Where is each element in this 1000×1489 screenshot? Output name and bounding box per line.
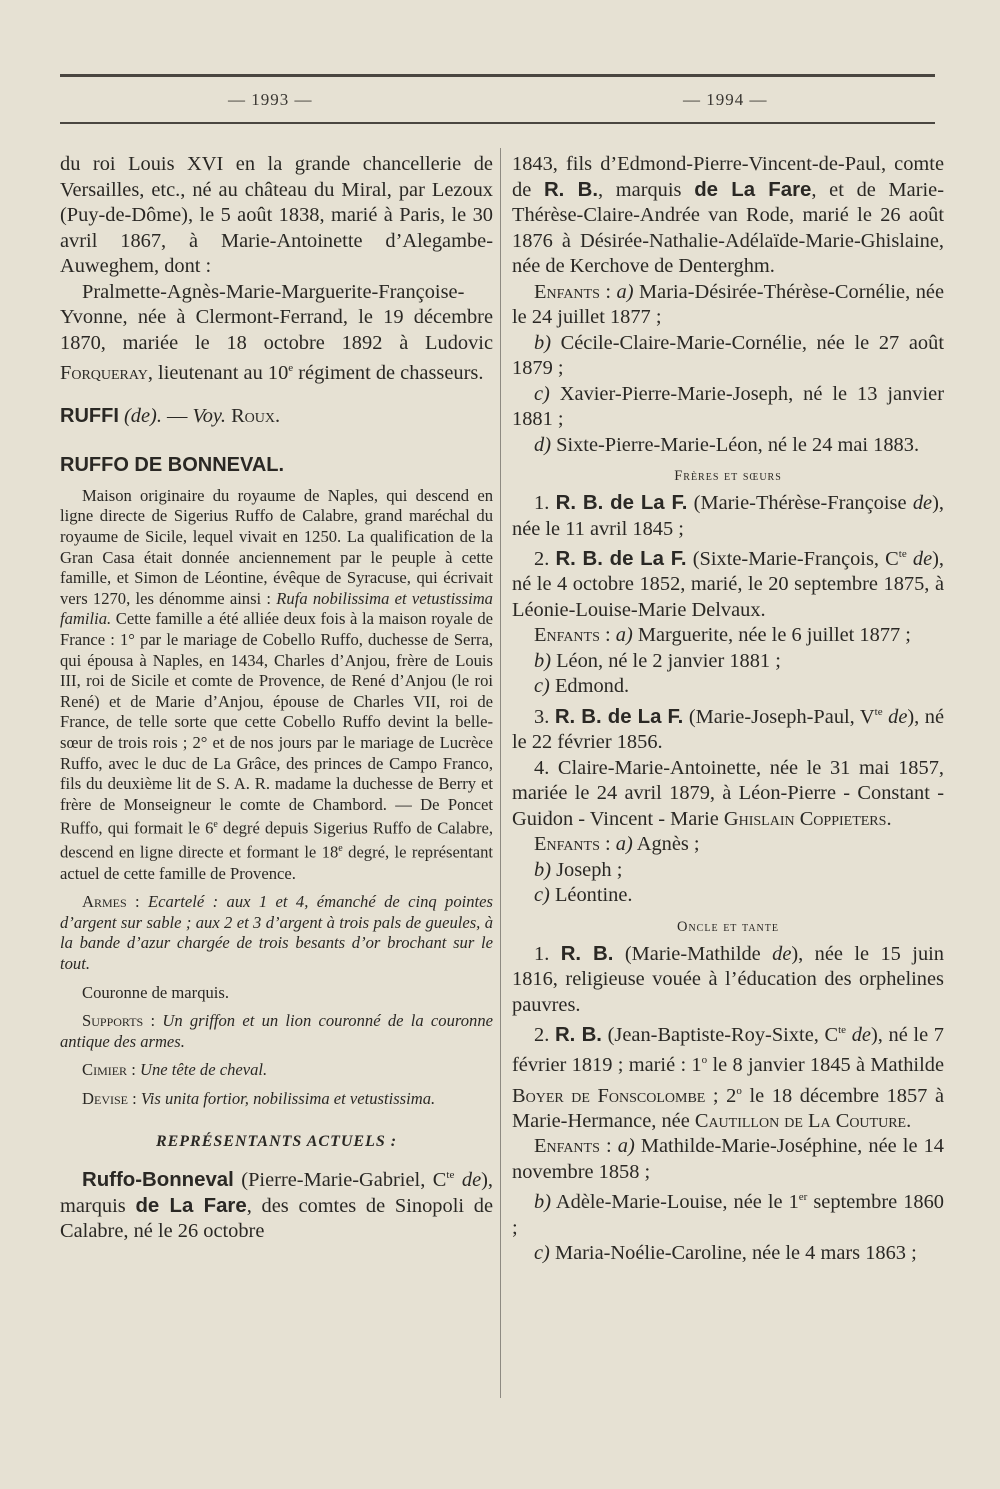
freres-title: Frères et sœurs [674,468,782,484]
cimier: Cimier : Une tête de cheval. [82,1060,268,1080]
oncle-title: Oncle et tante [676,918,779,935]
oncle-2-enfant-c: c) Maria-Noélie-Caroline, née le 4 mars 1863 ; [534,1242,917,1265]
soeur-4-enfant-b: b) Joseph ; [534,858,623,881]
armes: Armes : Ecartelé : aux 1 et 4, émanché de cinq pointes d’argent sur sable ; aux 2 et 3 d’argent à trois pals de gueules, à la bande d’azur chargée de trois besants d’or brochant sur le tout. [60,892,493,973]
frere-1: 1. R. B. de La F. (Marie-Thérèse-Françoise de), née le 11 avril 1845 ; [512,492,944,540]
header-rule-top [60,74,935,77]
enfant-b: b) Cécile-Claire-Marie-Cornélie, née le 27 août 1879 ; [512,331,944,379]
ruffi-entry: RUFFI (de). — Voy. Roux. [60,405,281,428]
frere-2-enfant-b: b) Léon, né le 2 janvier 1881 ; [534,649,781,672]
oncle-2: 2. R. B. (Jean-Baptiste-Roy-Sixte, $C^{te}$ de), né le 7 février 1819 ; marié : 1$^o$ le 8 janvier 1845 à Mathilde Boyer de Fonscolombe ; 2$^o$ le 18 décembre 1857 à Marie-Hermance, née Cautillon de La Couture. [512,1023,945,1132]
devise: Devise : Vis unita fortior, nobilissima et vetustissima. [82,1088,436,1108]
enfant-d: d) Sixte-Pierre-Marie-Léon, né le 24 mai 1883. [534,433,920,456]
left-column [60,152,493,1245]
couronne: Couronne de marquis. [82,982,230,1002]
frere-2-enfants: Enfants : a) Marguerite, née le 6 juillet 1877 ; [534,624,911,647]
right-column [512,152,944,1267]
entry-continuation: du roi Louis XVI en la grande chancellerie de Versailles, etc., né au château du Miral, par Lezoux (Puy-de-Dôme), le 5 août 1838, marié à Paris, le 30 avril 1867, à Marie-Antoinette d’Alegambe-Auweghem, dont : [60,153,493,277]
page-number-right: — 1994 — [683,90,768,109]
frere-2-enfant-c: c) Edmond. [534,675,630,698]
enfant-c: c) Xavier-Pierre-Marie-Joseph, né le 13 janvier 1881 ; [512,382,944,430]
representants-title: REPRÉSENTANTS ACTUELS : [155,1133,398,1151]
oncle-2-enfant-b: b) Adèle-Marie-Louise, née le 1er septembre 1860 ; [512,1191,944,1239]
soeur-4: 4. Claire-Marie-Antoinette, née le 31 mai 1857, mariée le 24 avril 1879, à Léon-Pierre - Constant - Guidon - Vincent - Marie Ghislain Coppieters. [512,756,944,830]
page-number-left: — 1993 — [228,90,313,109]
soeur-4-enfant-c: c) Léontine. [534,884,633,907]
child-entry: Pralmette-Agnès-Marie-Marguerite-Françoise-Yvonne, née à Clermont-Ferrand, le 19 décembre 1870, mariée le 18 octobre 1892 à Ludovic Forqueray, lieutenant au 10e régiment de chasseurs. [60,280,493,384]
representant-continuation: 1843, fils d’Edmond-Pierre-Vincent-de-Paul, comte de R. B., marquis de La Fare, et de Marie-Thérèse-Claire-Andrée van Rode, marié le 26 août 1876 à Désirée-Nathalie-Adélaïde-Marie-Ghislaine, née de Kerchove de Denterghm. [512,153,944,277]
representant-entry: Ruffo-Bonneval (Pierre-Marie-Gabriel, $C^{te}$ de), marquis de La Fare, des comtes de Sinopoli de Calabre, né le 26 octobre [60,1169,494,1243]
enfants-entry: Enfants : a) Maria-Désirée-Thérèse-Cornélie, née le 24 juillet 1877 ; [512,280,944,328]
oncle-1: 1. R. B. (Marie-Mathilde de), née le 15 juin 1816, religieuse vouée à l’éducation des orphelines pauvres. [512,942,944,1016]
ruffo-heading: RUFFO DE BONNEVAL. [60,453,285,476]
column-divider [500,148,501,1398]
family-history: Maison originaire du royaume de Naples, qui descend en ligne directe de Sigerius Ruffo de Calabre, grand maréchal du royaume de Sicile, lequel vivait en 1250. La qualification de la Gran Casa était donnée anciennement par le peuple à cette famille, et Simon de Léontine, évêque de Syracuse, qui écrivait vers 1270, les dénomme ainsi : Rufa nobilissima et vetustissima familia. Cette famille a été alliée deux fois à la maison royale de France : 1° par le mariage de Cobello Ruffo, duchesse de Serra, qui épousa à Naples, en 1434, Charles d’Anjou, frère de Louis III, roi de Sicile et comte de Provence, de René d’Anjou (le roi René) et de Marie d’Anjou, épouse de Charles VII, roi de France, de telle sorte que cette Cobello Ruffo devint la belle-sœur de trois rois ; 2° et de nos jours par le mariage de Lucrèce Ruffo, avec le duc de La Grâce, des princes de Campo Franco, fils du deuxième lit de S. A. R. madame la duchesse de Berry et frère de Monseigneur le comte de Chambord. — De Poncet Ruffo, qui formait le 6e degré depuis Sigerius Ruffo de Calabre, descend en ligne directe et formant le 18e degré, le représentant actuel de cette famille de Provence. [60,485,493,883]
soeur-4-enfants: Enfants : a) Agnès ; [534,833,700,856]
frere-3: 3. R. B. de La F. (Marie-Joseph-Paul, $V^{te}$ de), né le 22 février 1856. [512,705,945,754]
frere-2: 2. R. B. de La F. (Sixte-Marie-François, $C^{te}$ de), né le 4 octobre 1852, marié, le 20 septembre 1875, à Léonie-Louise-Marie Delvaux. [512,547,945,621]
oncle-2-enfants: Enfants : a) Mathilde-Marie-Joséphine, née le 14 novembre 1858 ; [512,1135,944,1183]
header-rule-bottom [60,122,935,124]
supports: Supports : Un griffon et un lion couronné de la couronne antique des armes. [60,1011,493,1051]
